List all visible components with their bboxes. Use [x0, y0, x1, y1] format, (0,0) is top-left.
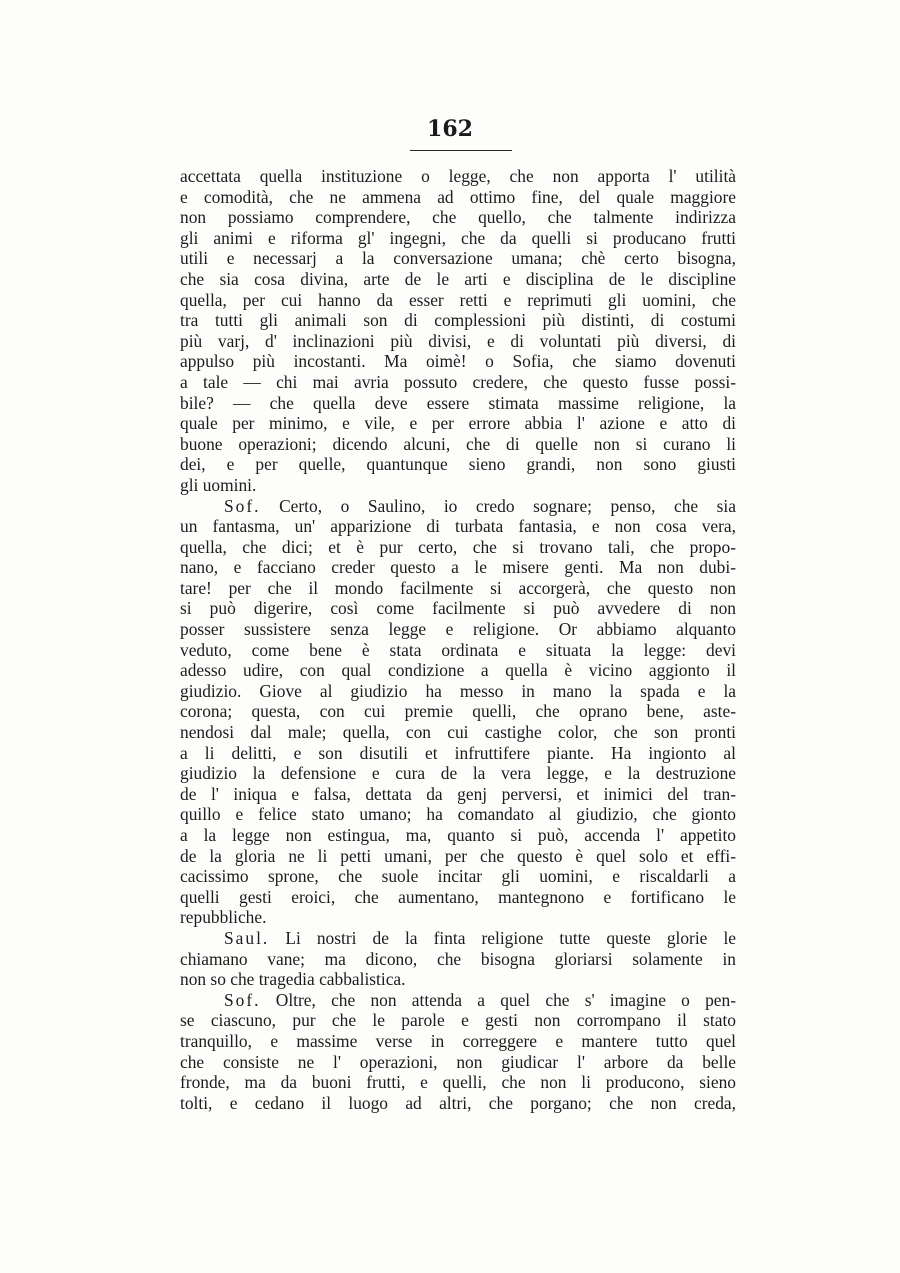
- line-text: fronde, ma da buoni frutti, e quelli, che non li producono, sieno: [180, 1072, 736, 1093]
- text-line: [180, 248, 736, 269]
- text-line: [180, 825, 736, 846]
- line-text: bile? — che quella deve essere stimata massime religione, la: [180, 392, 736, 413]
- text-line: [180, 496, 736, 517]
- speaker-label: Saul.: [224, 927, 270, 948]
- line-text: quelli gesti eroici, che aumentano, mantegnono e fortificano le: [180, 886, 736, 907]
- text-line: [180, 290, 736, 311]
- line-text: accettata quella instituzione o legge, che non apporta l' utilità: [180, 166, 736, 186]
- text-line: [180, 207, 736, 228]
- text-line: [180, 763, 736, 784]
- page-number: 162: [427, 116, 473, 142]
- text-line: [180, 866, 736, 887]
- text-line: [180, 743, 736, 764]
- text-line: [180, 701, 736, 722]
- line-text: Oltre, che non attenda a quel che s' imagine o pen-: [275, 989, 736, 1010]
- line-text: gli animi e riforma gl' ingegni, che da quelli si producano frutti: [180, 227, 736, 248]
- line-text: quale per minimo, e vile, e per errore abbia l' azione e atto di: [180, 413, 736, 434]
- text-line: [180, 907, 736, 928]
- line-text: quella, che dici; et è pur certo, che si trovano tali, che propo-: [180, 536, 736, 557]
- text-line: [180, 1031, 736, 1052]
- line-text: repubbliche.: [180, 907, 267, 928]
- text-line: [180, 557, 736, 578]
- line-text: e comodità, che ne ammena ad ottimo fine, del quale maggiore: [180, 186, 736, 207]
- text-line: [180, 990, 736, 1011]
- line-text: de l' iniqua e falsa, dettata da genj perversi, et inimici del tran-: [180, 783, 736, 804]
- text-line: [180, 949, 736, 970]
- speaker-label: Sof.: [224, 495, 261, 516]
- text-line: [180, 846, 736, 867]
- text-line: [180, 434, 736, 455]
- text-line: [180, 1052, 736, 1073]
- line-text: buone operazioni; dicendo alcuni, che di quelle non si curano li: [180, 433, 736, 454]
- text-line: [180, 454, 736, 475]
- line-text: de la gloria ne li petti umani, per che questo è quel solo et effi-: [180, 845, 736, 866]
- line-text: tolti, e cedano il luogo ad altri, che porgano; che non creda,: [180, 1092, 736, 1113]
- text-line: [180, 516, 736, 537]
- line-text: Li nostri de la finta religione tutte queste glorie le: [285, 927, 736, 948]
- text-line: [180, 969, 736, 990]
- text-line: [180, 681, 736, 702]
- text-line: [180, 372, 736, 393]
- text-line: [180, 475, 736, 496]
- text-line: [180, 722, 736, 743]
- text-line: [180, 351, 736, 372]
- header-rule: [410, 150, 512, 151]
- line-text: un fantasma, un' apparizione di turbata fantasia, e non cosa vera,: [180, 516, 736, 537]
- line-text: giudizio. Giove al giudizio ha messo in mano la spada e la: [180, 680, 736, 701]
- text-line: [180, 887, 736, 908]
- line-text: che consiste ne l' operazioni, non giudicar l' arbore da belle: [180, 1051, 736, 1072]
- line-text: dei, e per quelle, quantunque sieno grandi, non sono giusti: [180, 454, 736, 475]
- line-text: Certo, o Saulino, io credo sognare; penso, che sia: [279, 495, 736, 516]
- line-text: giudizio la defensione e cura de la vera legge, e la destruzione: [180, 763, 736, 784]
- line-text: posser sussistere senza legge e religione. Or abbiamo alquanto: [180, 619, 736, 640]
- speaker-label: Sof.: [224, 989, 261, 1010]
- line-text: non possiamo comprendere, che quello, che talmente indirizza: [180, 207, 736, 228]
- line-text: a li delitti, e son disutili et infruttifere piante. Ha ingionto al: [180, 742, 736, 763]
- line-text: appulso più incostanti. Ma oimè! o Sofia, che siamo dovenuti: [180, 351, 736, 372]
- line-text: corona; questa, con cui premie quelli, che oprano bene, aste-: [180, 701, 736, 722]
- line-text: quella, per cui hanno da esser retti e reprimuti gli uomini, che: [180, 289, 736, 310]
- line-text: nano, e facciano creder questo a le misere genti. Ma non dubi-: [180, 557, 736, 578]
- text-line: [180, 928, 736, 949]
- line-text: gli uomini.: [180, 474, 257, 495]
- text-line: [180, 619, 736, 640]
- line-text: veduto, come bene è stata ordinata e situata la legge: devi: [180, 639, 736, 660]
- text-line: [180, 537, 736, 558]
- text-line: [180, 1072, 736, 1093]
- body-text: [180, 166, 736, 1113]
- line-text: a la legge non estingua, ma, quanto si può, accenda l' appetito: [180, 825, 736, 845]
- text-line: [180, 598, 736, 619]
- line-text: adesso udire, con qual condizione a quella è vicino aggionto il: [180, 660, 736, 681]
- text-line: [180, 413, 736, 434]
- line-text: tranquillo, e massime verse in correggere e mantere tutto quel: [180, 1030, 736, 1051]
- text-line: [180, 804, 736, 825]
- line-text: cacissimo sprone, che suole incitar gli uomini, e riscaldarli a: [180, 866, 736, 887]
- text-line: [180, 310, 736, 331]
- text-line: [180, 228, 736, 249]
- line-text: si può digerire, così come facilmente si può avvedere di non: [180, 598, 736, 619]
- text-line: [180, 1093, 736, 1114]
- text-line: [180, 166, 736, 187]
- line-text: utili e necessarj a la conversazione umana; chè certo bisogna,: [180, 248, 736, 269]
- line-text: tare! per che il mondo facilmente si accorgerà, che questo non: [180, 577, 736, 598]
- text-line: [180, 269, 736, 290]
- line-text: quillo e felice stato umano; ha comandato al giudizio, che gionto: [180, 804, 736, 825]
- line-text: non so che tragedia cabbalistica.: [180, 969, 406, 990]
- line-text: più varj, d' inclinazioni più divisi, e di voluntati più diversi, di: [180, 330, 736, 351]
- text-line: [180, 187, 736, 208]
- text-line: [180, 393, 736, 414]
- line-text: chiamano vane; ma dicono, che bisogna gloriarsi solamente in: [180, 948, 736, 969]
- line-text: se ciascuno, pur che le parole e gesti non corrompano il stato: [180, 1010, 736, 1031]
- text-line: [180, 1010, 736, 1031]
- text-line: [180, 640, 736, 661]
- line-text: tra tutti gli animali son di complessioni più distinti, di costumi: [180, 310, 736, 331]
- line-text: nendosi dal male; quella, con cui castighe color, che son pronti: [180, 722, 736, 743]
- line-text: a tale — chi mai avria possuto credere, che questo fusse possi-: [180, 371, 736, 392]
- text-line: [180, 331, 736, 352]
- line-text: che sia cosa divina, arte de le arti e disciplina de le discipline: [180, 268, 736, 289]
- text-line: [180, 578, 736, 599]
- text-line: [180, 660, 736, 681]
- text-line: [180, 784, 736, 805]
